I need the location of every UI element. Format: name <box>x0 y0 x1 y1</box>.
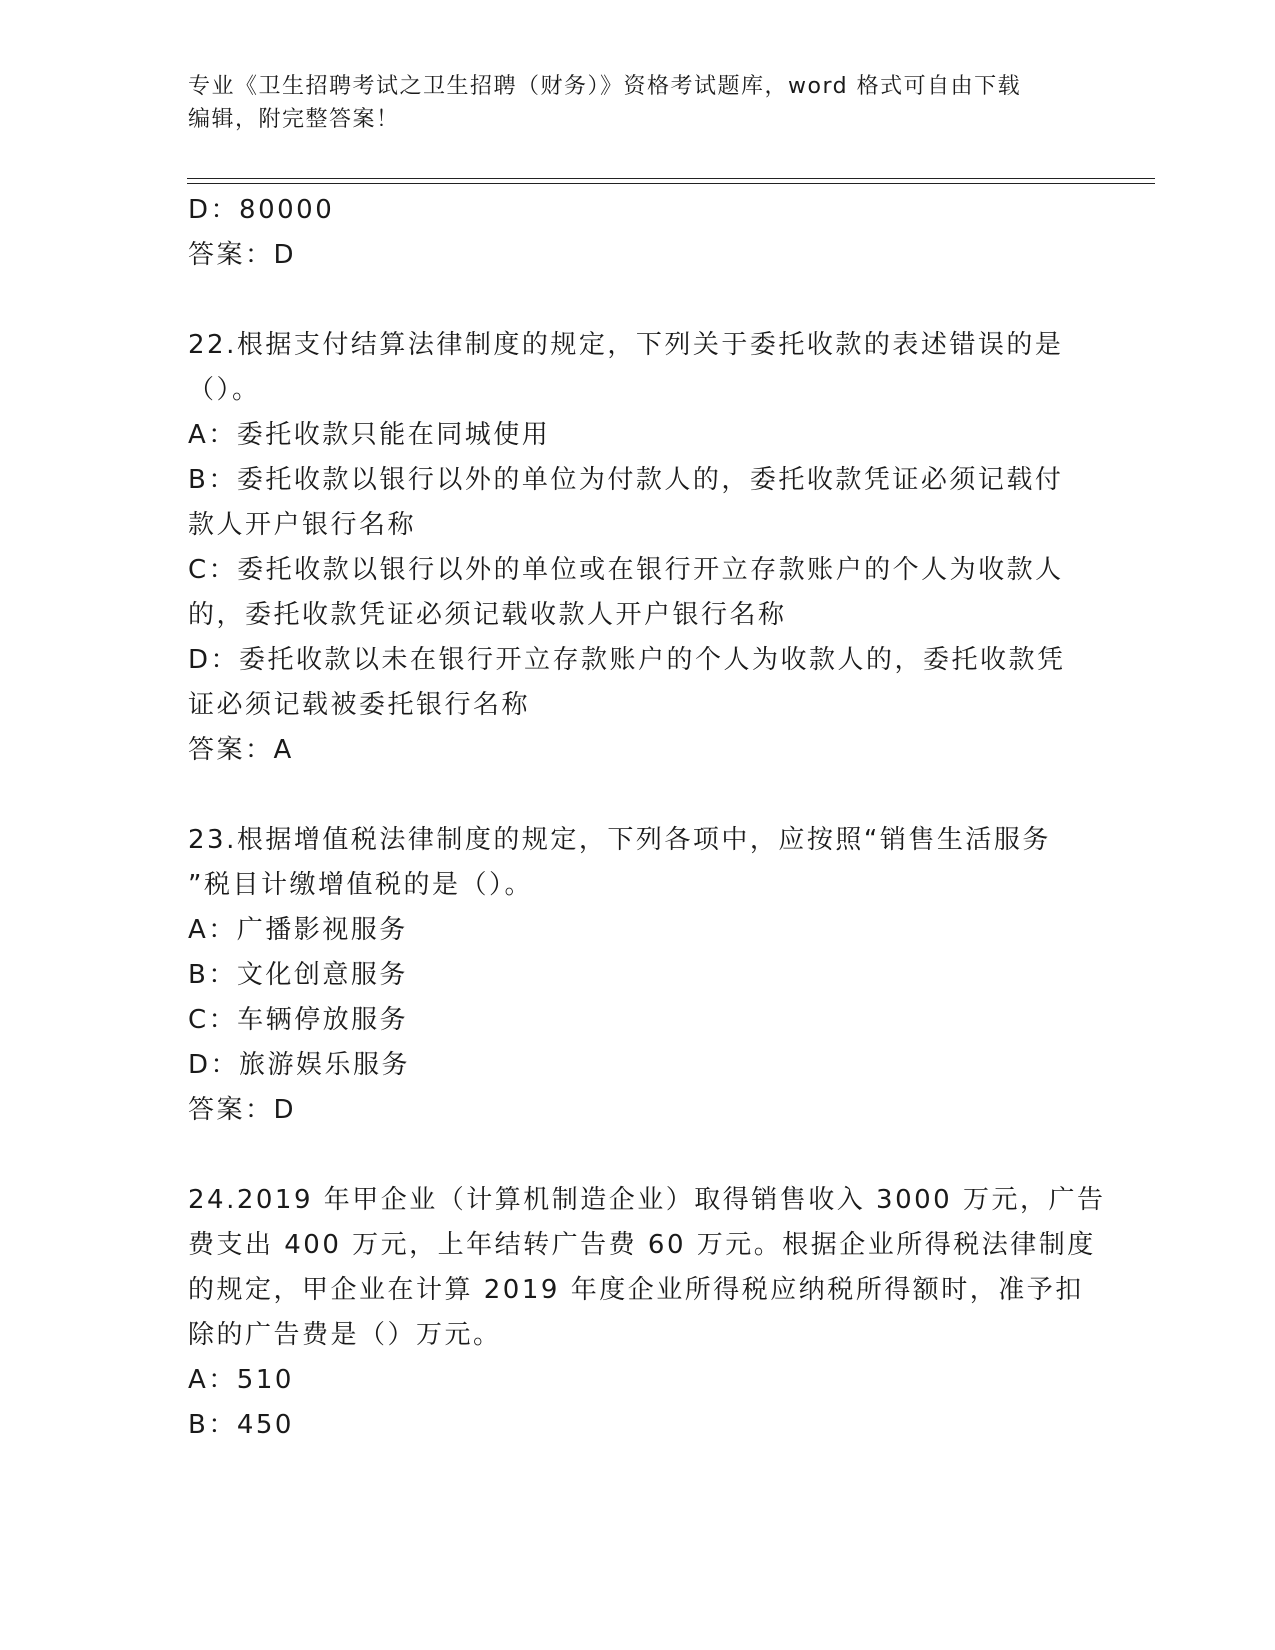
spacer <box>188 278 1083 323</box>
question-24-option-b: B：450 <box>188 1410 294 1440</box>
header-line-2: 编辑，附完整答案！ <box>188 107 400 132</box>
question-23-option-a: A：广播影视服务 <box>188 915 408 945</box>
document-body <box>188 188 1106 1448</box>
question-22 <box>188 323 1083 773</box>
question-22-stem-line-2: （）。 <box>188 375 261 405</box>
spacer <box>188 773 1083 818</box>
question-23-option-c: C：车辆停放服务 <box>188 1005 409 1035</box>
question-24-stem-line-3: 的规定，甲企业在计算 2019 年度企业所得税应纳税所得额时，准予扣 <box>188 1275 1084 1305</box>
question-22-option-b-line-1: B：委托收款以银行以外的单位为付款人的，委托收款凭证必须记载付 <box>188 465 1064 495</box>
question-24-stem-line-2: 费支出 400 万元，上年结转广告费 60 万元。根据企业所得税法律制度 <box>188 1230 1096 1260</box>
question-23-stem-line-1: 23.根据增值税法律制度的规定，下列各项中，应按照“销售生活服务 <box>188 825 1051 855</box>
header-line-1: 专业《卫生招聘考试之卫生招聘（财务）》资格考试题库，word 格式可自由下载 <box>188 74 1022 99</box>
spacer <box>188 1133 1083 1178</box>
question-22-option-b-line-2: 款人开户银行名称 <box>188 510 417 540</box>
question-24 <box>188 1178 1106 1448</box>
question-23-stem-line-2: ”税目计缴增值税的是（）。 <box>188 870 533 900</box>
question-22-stem-line-1: 22.根据支付结算法律制度的规定，下列关于委托收款的表述错误的是 <box>188 330 1064 360</box>
question-23 <box>188 818 1083 1133</box>
question-23-option-d: D：旅游娱乐服务 <box>188 1050 411 1080</box>
question-23-answer: 答案：D <box>188 1095 297 1125</box>
prev-option-d: D：80000 <box>188 195 335 225</box>
prev-answer: 答案：D <box>188 240 297 270</box>
question-24-option-a: A：510 <box>188 1365 294 1395</box>
header-divider-top <box>187 178 1155 179</box>
question-23-option-b: B：文化创意服务 <box>188 960 408 990</box>
question-24-stem-line-1: 24.2019 年甲企业（计算机制造企业）取得销售收入 3000 万元，广告 <box>188 1185 1106 1215</box>
header-divider-bottom <box>187 183 1155 184</box>
document-header <box>188 70 1088 136</box>
question-22-option-a: A：委托收款只能在同城使用 <box>188 420 551 450</box>
question-22-option-d-line-1: D：委托收款以未在银行开立存款账户的个人为收款人的，委托收款凭 <box>188 645 1066 675</box>
question-24-stem-line-4: 除的广告费是（）万元。 <box>188 1320 502 1350</box>
question-22-option-c-line-2: 的，委托收款凭证必须记载收款人开户银行名称 <box>188 600 787 630</box>
question-22-option-d-line-2: 证必须记载被委托银行名称 <box>188 690 531 720</box>
question-22-option-c-line-1: C：委托收款以银行以外的单位或在银行开立存款账户的个人为收款人 <box>188 555 1064 585</box>
question-22-answer: 答案：A <box>188 735 294 765</box>
